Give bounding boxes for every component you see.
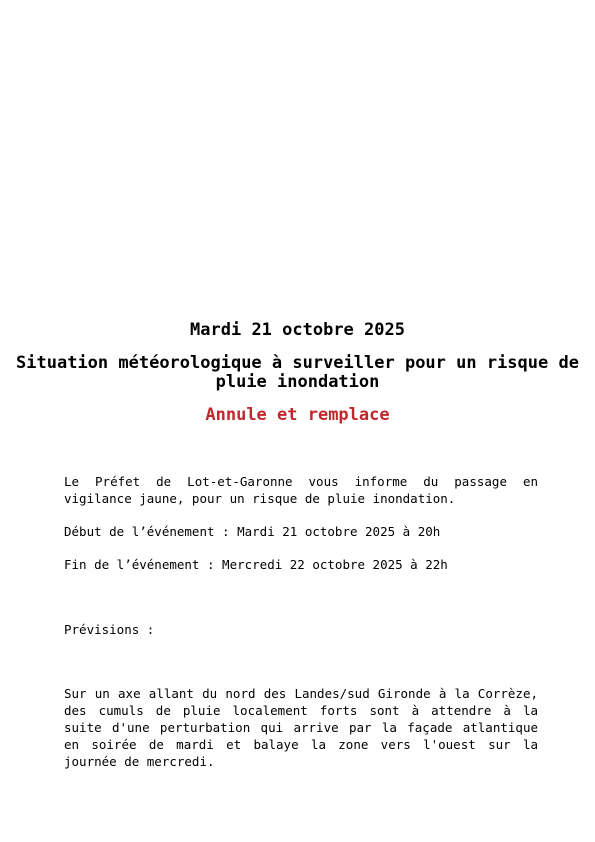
forecast-paragraph: Sur un axe allant du nord des Landes/sud Gironde à la Corrèze, des cumuls de pluie localement forts sont à attendre à la suite d'une perturbation qui arrive par la façade atlantique en soirée de mardi et balaye la zone vers l'ouest sur la journée de mercredi. — [64, 686, 538, 769]
date-heading: Mardi 21 octobre 2025 — [190, 320, 405, 340]
event-start-line: Début de l’événement : Mardi 21 octobre 2025 à 20h — [64, 524, 441, 539]
annule-et-remplace-label: Annule et remplace — [205, 405, 390, 425]
previsions-label: Prévisions : — [64, 622, 155, 637]
event-end-line: Fin de l’événement : Mercredi 22 octobre 2025 à 22h — [64, 557, 448, 572]
situation-title: Situation météorologique à surveiller pour un risque de pluie inondation — [16, 353, 579, 392]
intro-paragraph: Le Préfet de Lot-et-Garonne vous informe du passage en vigilance jaune, pour un risque de pluie inondation. — [64, 474, 538, 506]
